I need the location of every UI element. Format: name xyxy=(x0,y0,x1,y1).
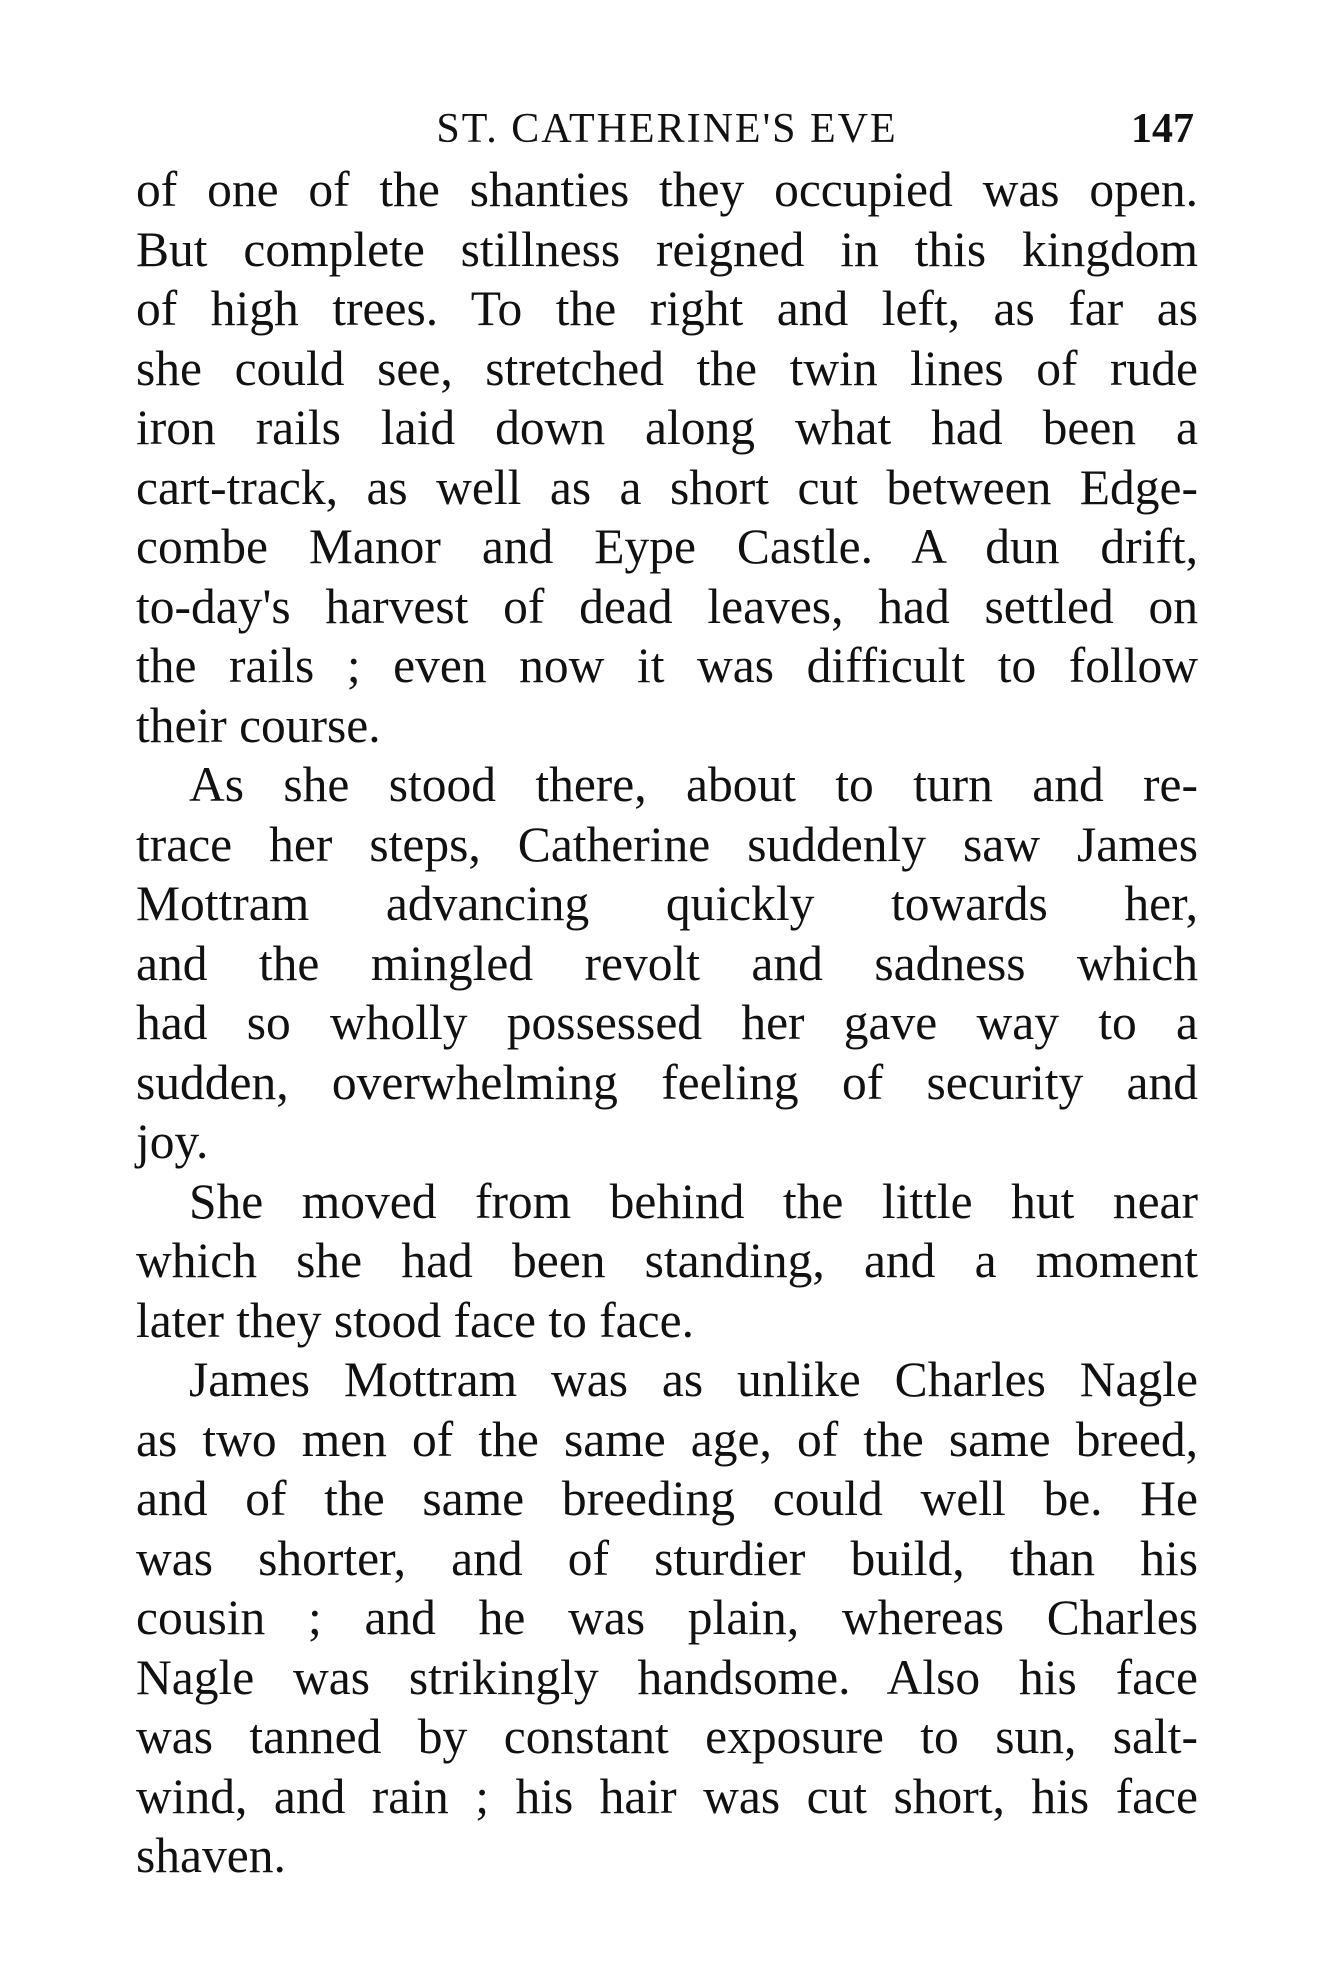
text-line: later they stood face to face. xyxy=(136,1292,694,1348)
text-line: which she had been standing, and a moment xyxy=(136,1233,1198,1288)
text-line: of high trees. To the right and left, as far as xyxy=(136,281,1198,336)
text-line: had so wholly possessed her gave way to a xyxy=(136,995,1198,1050)
text-line: Nagle was strikingly handsome. Also his face xyxy=(136,1649,1198,1705)
text-line: joy. xyxy=(136,1114,209,1169)
paragraph xyxy=(136,1172,1198,1351)
paragraph xyxy=(136,1350,1198,1886)
text-line: combe Manor and Eype Castle. A dun drift, xyxy=(136,519,1198,574)
text-line: she could see, stretched the twin lines of rude xyxy=(136,340,1198,396)
text-line: was tanned by constant exposure to sun, salt- xyxy=(136,1709,1198,1764)
running-title: ST. CATHERINE'S EVE xyxy=(436,106,898,152)
text-line: and the mingled revolt and sadness which xyxy=(136,935,1198,991)
text-line: was shorter, and of sturdier build, than his xyxy=(136,1530,1198,1586)
running-head xyxy=(136,94,1198,164)
text-line: to-day's harvest of dead leaves, had settled on xyxy=(136,578,1198,634)
text-line: As she stood there, about to turn and re- xyxy=(189,757,1198,812)
text-line: trace her steps, Catherine suddenly saw James xyxy=(136,816,1198,872)
page-number: 147 xyxy=(1131,106,1194,152)
text-line: cousin ; and he was plain, whereas Charles xyxy=(136,1590,1198,1645)
text-line: She moved from behind the little hut near xyxy=(189,1173,1198,1229)
text-line: sudden, overwhelming feeling of security and xyxy=(136,1054,1198,1110)
text-line: cart-track, as well as a short cut between Edge- xyxy=(136,459,1198,515)
paragraph xyxy=(136,160,1198,755)
text-line: James Mottram was as unlike Charles Nagle xyxy=(189,1352,1198,1407)
body-text xyxy=(136,160,1198,1886)
text-line: the rails ; even now it was difficult to follow xyxy=(136,638,1198,693)
text-line: Mottram advancing quickly towards her, xyxy=(136,876,1198,931)
text-line: wind, and rain ; his hair was cut short, his face xyxy=(136,1768,1198,1824)
text-line: iron rails laid down along what had been a xyxy=(136,400,1198,455)
text-line: But complete stillness reigned in this kingdom xyxy=(136,221,1198,277)
text-line: their course. xyxy=(136,697,381,753)
text-line: as two men of the same age, of the same breed, xyxy=(136,1411,1198,1467)
text-line: shaven. xyxy=(136,1828,286,1883)
text-line: and of the same breeding could well be. He xyxy=(136,1471,1198,1526)
paragraph xyxy=(136,755,1198,1172)
text-line: of one of the shanties they occupied was open. xyxy=(136,162,1198,217)
